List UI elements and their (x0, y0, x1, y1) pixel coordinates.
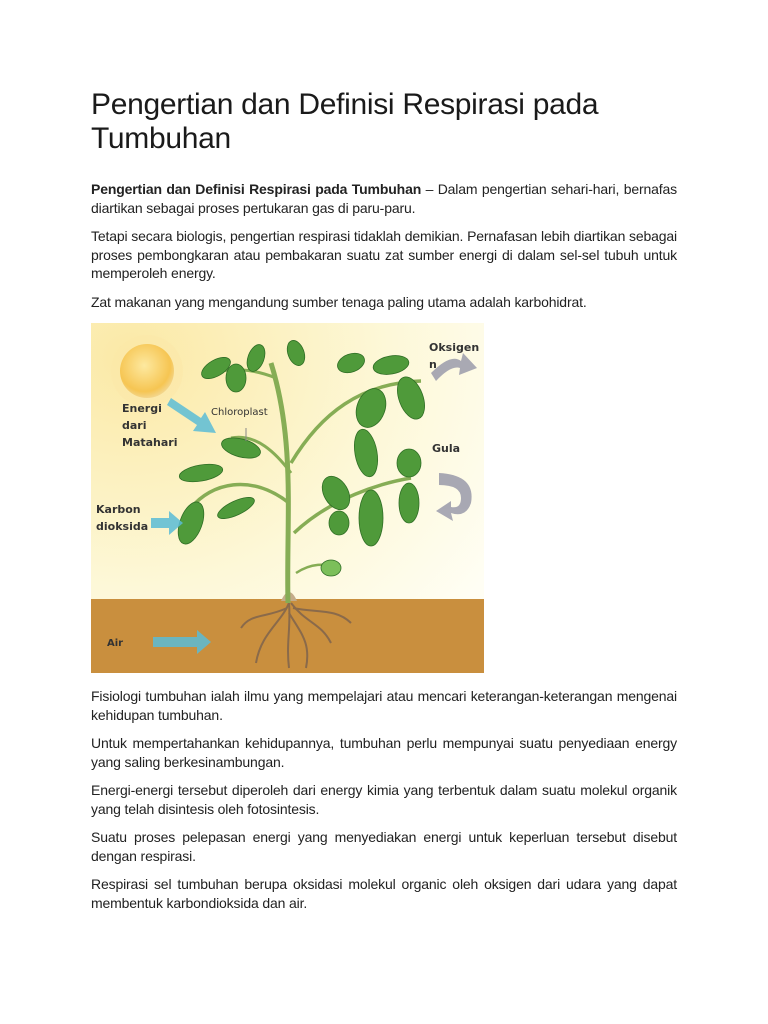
page-title: Pengertian dan Definisi Respirasi pada Tumbuhan (91, 88, 599, 155)
svg-text:dioksida: dioksida (96, 520, 149, 533)
label-energi: Energi (122, 402, 162, 415)
label-air: Air (107, 638, 124, 649)
paragraph: Energi-energi tersebut diperoleh dari energy kimia yang terbentuk dalam suatu molekul organik yang telah disintesis oleh fotosintesis. (91, 782, 677, 817)
label-karbon: Karbon (96, 503, 141, 516)
paragraph: Fisiologi tumbuhan ialah ilmu yang mempelajari atau mencari keterangan-keterangan mengenai kehidupan tumbuhan. (91, 688, 677, 723)
plant-respiration-illustration (91, 323, 484, 673)
svg-text:Matahari: Matahari (122, 436, 178, 449)
label-gula: Gula (432, 442, 461, 455)
svg-text:dari: dari (122, 419, 147, 432)
paragraph-intro: Pengertian dan Definisi Respirasi pada Tumbuhan – Dalam pengertian sehari-hari, bernafas diartikan sebagai proses pertukaran gas di paru-paru. (91, 181, 678, 216)
document-page (91, 88, 677, 912)
svg-text:n: n (429, 358, 437, 371)
paragraph: Suatu proses pelepasan energi yang menyediakan energi untuk keperluan tersebut disebut dengan respirasi. (91, 829, 677, 864)
label-oksigen: Oksigen (429, 341, 480, 354)
paragraph: Zat makanan yang mengandung sumber tenaga paling utama adalah karbohidrat. (91, 293, 587, 310)
paragraph: Untuk mempertahankan kehidupannya, tumbuhan perlu mempunyai suatu penyediaan energy yang saling berkesinambungan. (91, 735, 677, 770)
label-chloroplast: Chloroplast (211, 407, 268, 418)
intro-bold-term: Pengertian dan Definisi Respirasi pada Tumbuhan (91, 181, 422, 197)
paragraph: Tetapi secara biologis, pengertian respirasi tidaklah demikian. Pernafasan lebih diartikan sebagai proses pembongkaran atau pembakaran suatu zat sumber energi di dalam sel-sel tubuh untuk memperoleh energy. (91, 228, 677, 281)
paragraph: Respirasi sel tumbuhan berupa oksidasi molekul organic oleh oksigen dari udara yang dapat membentuk karbondioksida dan air. (91, 876, 677, 911)
